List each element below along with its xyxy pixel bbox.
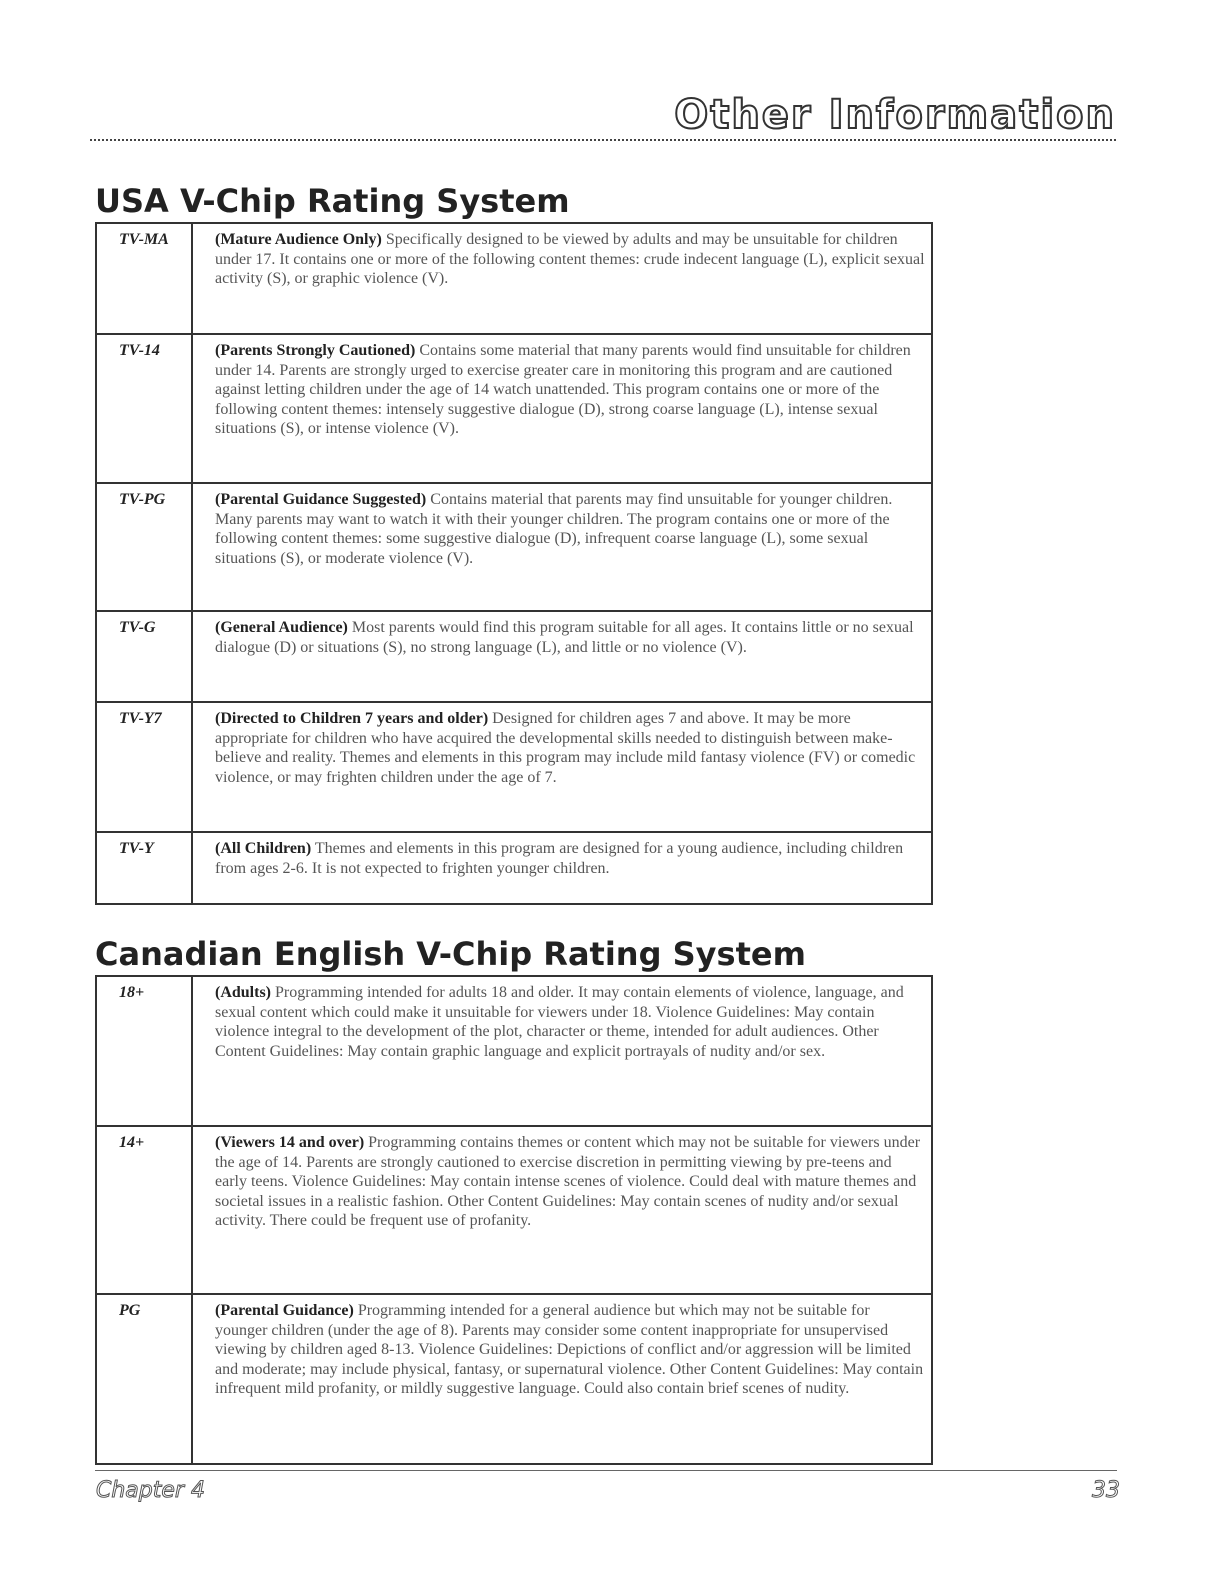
rating-text: Themes and elements in this program are designed for a young audience, including children from ages 2-6. It is not expected to frighten younger children. [215,840,904,877]
table-row [96,702,932,832]
rating-code: 14+ [96,1126,192,1294]
rating-description [192,611,932,702]
rating-code: TV-PG [96,483,192,611]
table-row [96,334,932,483]
table-row [96,832,932,904]
rating-description [192,483,932,611]
rating-description [192,223,932,334]
rating-label: (Adults) [215,984,272,1001]
rating-code: TV-MA [96,223,192,334]
section-title: Other Information [674,92,1116,138]
page-number: 33 [1092,1478,1120,1503]
rating-label: (Mature Audience Only) [215,231,382,248]
rating-code: TV-Y7 [96,702,192,832]
rating-code: TV-14 [96,334,192,483]
rating-text: Programming intended for adults 18 and older. It may contain elements of violence, language, and sexual content which could make it unsuitable for viewers under 18. Violence Guidelines: May contain violence integral to the development of the plot, character or theme, intended for adult audiences. Other Content Guidelines: May contain graphic language and explicit portrayals of nudity and/or sex. [215,984,904,1060]
rating-description [192,1294,932,1464]
rating-text: Contains some material that many parents would find unsuitable for children under 14. Parents are strongly urged to exercise greater care in monitoring this program and are cautioned against letting children under the age of 14 watch unattended. This program contains one or more of the following content themes: intensely suggestive dialogue (D), strong coarse language (L), intense sexual situations (S), or intense violence (V). [215,342,911,437]
rating-label: (Parental Guidance) [215,1302,354,1319]
rating-text: Programming contains themes or content which may not be suitable for viewers under the age of 14. Parents are strongly cautioned to exercise discretion in permitting viewing by pre-teens and early teens. Violence Guidelines: May contain intense scenes of violence. Could deal with mature themes and societal issues in a realistic fashion. Other Content Guidelines: May contain scenes of nudity and/or sexual activity. There could be frequent use of profanity. [215,1134,921,1229]
rating-description [192,1126,932,1294]
usa-section-title: USA V-Chip Rating System [95,182,570,220]
rating-description [192,702,932,832]
rating-code: TV-Y [96,832,192,904]
table-row [96,1294,932,1464]
header-divider [90,139,1116,141]
rating-label: (Parental Guidance Suggested) [215,491,427,508]
rating-text: Designed for children ages 7 and above. It may be more appropriate for children who have acquired the developmental skills needed to distinguish between make-believe and reality. Themes and elements in this program may include mild fantasy violence (FV) or comedic violence, or may frighten children under the age of 7. [215,710,916,786]
rating-text: Most parents would find this program suitable for all ages. It contains little or no sexual dialogue (D) or situations (S), no strong language (L), and little or no violence (V). [215,619,914,656]
rating-code: PG [96,1294,192,1464]
table-row [96,976,932,1126]
rating-code: TV-G [96,611,192,702]
table-row [96,611,932,702]
rating-text: Contains material that parents may find unsuitable for younger children. Many parents may want to watch it with their younger children. The program contains one or more of the following content themes: some suggestive dialogue (D), infrequent coarse language (L), some sexual situations (S), or moderate violence (V). [215,491,893,567]
rating-label: (Parents Strongly Cautioned) [215,342,416,359]
rating-code: 18+ [96,976,192,1126]
rating-text: Programming intended for a general audience but which may not be suitable for younger children (under the age of 8). Parents may consider some content inappropriate for unsupervised viewing by children aged 8-13. Violence Guidelines: Depictions of conflict and/or aggression will be limited and moderate; may include physical, fantasy, or supernatural violence. Other Content Guidelines: May contain infrequent mild profanity, or mildly suggestive language. Could also contain brief scenes of nudity. [215,1302,924,1397]
rating-description [192,832,932,904]
rating-text: Specifically designed to be viewed by adults and may be unsuitable for children under 17. It contains one or more of the following content themes: crude indecent language (L), explicit sexual activity (S), or graphic violence (V). [215,231,925,287]
rating-label: (Directed to Children 7 years and older) [215,710,489,727]
rating-label: (All Children) [215,840,312,857]
canada-rating-table [95,975,933,1465]
table-row [96,1126,932,1294]
rating-label: (Viewers 14 and over) [215,1134,365,1151]
table-row [96,223,932,334]
rating-label: (General Audience) [215,619,348,636]
footer-chapter: Chapter 4 [96,1478,205,1503]
rating-description [192,334,932,483]
rating-description [192,976,932,1126]
canada-section-title: Canadian English V-Chip Rating System [95,935,806,973]
table-row [96,483,932,611]
footer-divider [95,1470,1117,1471]
usa-rating-table [95,222,933,905]
